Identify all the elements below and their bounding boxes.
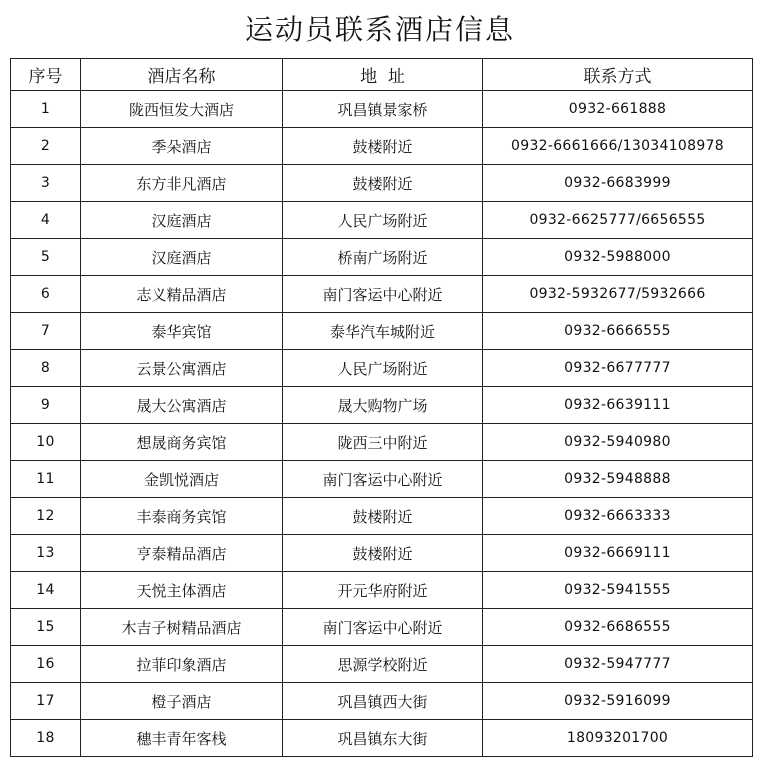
cell-address: 巩昌镇西大街 — [283, 683, 483, 720]
cell-phone: 0932-6683999 — [483, 165, 753, 202]
table-row — [11, 313, 753, 350]
cell-phone: 0932-5932677/5932666 — [483, 276, 753, 313]
cell-phone: 0932-5916099 — [483, 683, 753, 720]
cell-no: 18 — [11, 720, 81, 757]
cell-hotel-name: 季朵酒店 — [81, 128, 283, 165]
cell-phone: 0932-6639111 — [483, 387, 753, 424]
table-row — [11, 646, 753, 683]
cell-address: 泰华汽车城附近 — [283, 313, 483, 350]
column-header-no: 序号 — [11, 59, 81, 91]
cell-address: 鼓楼附近 — [283, 498, 483, 535]
cell-no: 17 — [11, 683, 81, 720]
page-title: 运动员联系酒店信息 — [244, 13, 515, 46]
cell-phone: 0932-5941555 — [483, 572, 753, 609]
cell-address: 鼓楼附近 — [283, 128, 483, 165]
cell-hotel-name: 亨泰精品酒店 — [81, 535, 283, 572]
cell-no: 11 — [11, 461, 81, 498]
table-row — [11, 461, 753, 498]
cell-no: 16 — [11, 646, 81, 683]
cell-hotel-name: 云景公寓酒店 — [81, 350, 283, 387]
table-row — [11, 91, 753, 128]
cell-address: 巩昌镇景家桥 — [283, 91, 483, 128]
cell-no: 3 — [11, 165, 81, 202]
cell-hotel-name: 想晟商务宾馆 — [81, 424, 283, 461]
cell-hotel-name: 穗丰青年客栈 — [81, 720, 283, 757]
table-row — [11, 572, 753, 609]
cell-phone: 18093201700 — [483, 720, 753, 757]
cell-no: 7 — [11, 313, 81, 350]
cell-no: 13 — [11, 535, 81, 572]
cell-no: 14 — [11, 572, 81, 609]
cell-address: 晟大购物广场 — [283, 387, 483, 424]
cell-no: 6 — [11, 276, 81, 313]
table-row — [11, 165, 753, 202]
table-header — [11, 59, 753, 91]
cell-hotel-name: 橙子酒店 — [81, 683, 283, 720]
table-row — [11, 350, 753, 387]
table-body — [11, 91, 753, 757]
cell-hotel-name: 东方非凡酒店 — [81, 165, 283, 202]
cell-phone: 0932-6677777 — [483, 350, 753, 387]
table-row — [11, 387, 753, 424]
column-header-address: 地 址 — [283, 59, 483, 91]
cell-address: 巩昌镇东大街 — [283, 720, 483, 757]
cell-hotel-name: 汉庭酒店 — [81, 202, 283, 239]
table-row — [11, 128, 753, 165]
cell-address: 鼓楼附近 — [283, 165, 483, 202]
cell-hotel-name: 天悦主体酒店 — [81, 572, 283, 609]
cell-phone: 0932-661888 — [483, 91, 753, 128]
cell-no: 2 — [11, 128, 81, 165]
table-row — [11, 424, 753, 461]
table-row — [11, 609, 753, 646]
cell-phone: 0932-5947777 — [483, 646, 753, 683]
cell-address: 人民广场附近 — [283, 202, 483, 239]
cell-phone: 0932-6666555 — [483, 313, 753, 350]
cell-phone: 0932-6625777/6656555 — [483, 202, 753, 239]
cell-phone: 0932-5988000 — [483, 239, 753, 276]
column-header-phone: 联系方式 — [483, 59, 753, 91]
cell-hotel-name: 陇西恒发大酒店 — [81, 91, 283, 128]
cell-no: 15 — [11, 609, 81, 646]
column-header-name: 酒店名称 — [81, 59, 283, 91]
cell-address: 人民广场附近 — [283, 350, 483, 387]
cell-hotel-name: 汉庭酒店 — [81, 239, 283, 276]
table-row — [11, 683, 753, 720]
cell-address: 南门客运中心附近 — [283, 609, 483, 646]
cell-hotel-name: 木吉子树精品酒店 — [81, 609, 283, 646]
table-row — [11, 720, 753, 757]
header-row — [11, 59, 753, 91]
cell-hotel-name: 志义精品酒店 — [81, 276, 283, 313]
cell-address: 开元华府附近 — [283, 572, 483, 609]
cell-address: 南门客运中心附近 — [283, 461, 483, 498]
cell-phone: 0932-6686555 — [483, 609, 753, 646]
cell-address: 思源学校附近 — [283, 646, 483, 683]
cell-no: 12 — [11, 498, 81, 535]
table-row — [11, 276, 753, 313]
table-row — [11, 498, 753, 535]
hotel-contact-table — [10, 58, 753, 757]
table-row — [11, 535, 753, 572]
cell-no: 8 — [11, 350, 81, 387]
cell-phone: 0932-6663333 — [483, 498, 753, 535]
cell-phone: 0932-6669111 — [483, 535, 753, 572]
cell-hotel-name: 丰泰商务宾馆 — [81, 498, 283, 535]
cell-address: 陇西三中附近 — [283, 424, 483, 461]
cell-no: 10 — [11, 424, 81, 461]
cell-phone: 0932-6661666/13034108978 — [483, 128, 753, 165]
cell-no: 5 — [11, 239, 81, 276]
cell-no: 4 — [11, 202, 81, 239]
cell-phone: 0932-5940980 — [483, 424, 753, 461]
cell-no: 1 — [11, 91, 81, 128]
cell-phone: 0932-5948888 — [483, 461, 753, 498]
cell-address: 鼓楼附近 — [283, 535, 483, 572]
cell-hotel-name: 拉菲印象酒店 — [81, 646, 283, 683]
table-row — [11, 202, 753, 239]
cell-hotel-name: 泰华宾馆 — [81, 313, 283, 350]
cell-address: 桥南广场附近 — [283, 239, 483, 276]
cell-address: 南门客运中心附近 — [283, 276, 483, 313]
cell-hotel-name: 金凯悦酒店 — [81, 461, 283, 498]
cell-no: 9 — [11, 387, 81, 424]
table-row — [11, 239, 753, 276]
cell-hotel-name: 晟大公寓酒店 — [81, 387, 283, 424]
